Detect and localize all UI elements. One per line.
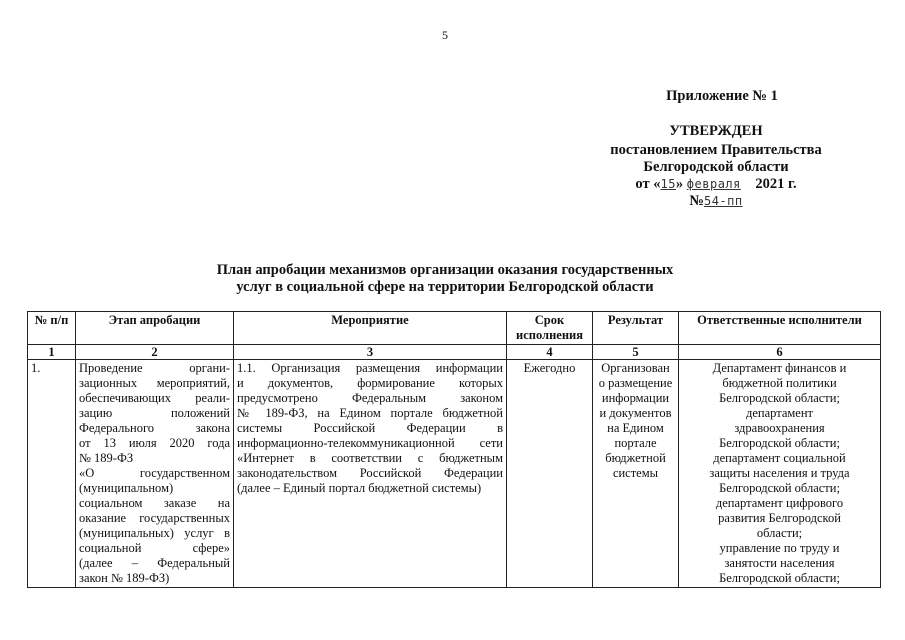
executor-line: департамент цифрового (715, 496, 844, 510)
stage-line: зационных мероприятий, (79, 376, 230, 390)
stage-line: от 13 июля 2020 года (79, 436, 230, 450)
stage-line: «О государственном (79, 466, 230, 480)
stage-line: № 189-ФЗ (79, 451, 134, 465)
date-month: февраля (686, 177, 741, 191)
header-num: № п/п (28, 312, 76, 345)
stage-line: обеспечивающих реали- (79, 391, 230, 405)
executor-line: занятости населения (724, 556, 835, 570)
result-line: Организован (601, 361, 670, 375)
result-line: портале (614, 436, 657, 450)
row-result (593, 360, 679, 588)
header-executors: Ответственные исполнители (679, 312, 881, 345)
event-line: предусмотрено Федеральным законом (237, 391, 503, 405)
executor-line: здравоохранения (734, 421, 825, 435)
table-header-row (28, 312, 881, 345)
column-number-row (28, 345, 881, 360)
column-number: 1 (28, 345, 76, 360)
plan-title-line1: План апробации механизмов организации оказания государственных (216, 262, 674, 278)
header-stage: Этап апробации (76, 312, 234, 345)
approved-heading: УТВЕРЖДЕН (669, 123, 763, 139)
column-number: 6 (679, 345, 881, 360)
stage-line: Проведение органи- (79, 361, 230, 375)
executor-line: развития Белгородской (718, 511, 841, 525)
stage-line: Федерального закона (79, 421, 230, 435)
approval-date (596, 176, 836, 193)
plan-title-line2: услуг в социальной сфере на территории Белгородской области (236, 279, 654, 295)
header-term: Срок исполнения (507, 312, 593, 345)
executor-line: Белгородской области; (719, 571, 840, 585)
stage-line: зацию положений (79, 406, 230, 420)
executor-line: управление по труду и (719, 541, 840, 555)
approved-by-line1: постановлением Правительства (610, 142, 822, 158)
executor-line: Белгородской области; (719, 481, 840, 495)
stage-line: оказание государственных (79, 511, 230, 525)
number-prefix: № (689, 193, 704, 209)
executor-line: Белгородской области; (719, 436, 840, 450)
stage-line: социальной сфере» (79, 541, 230, 555)
row-stage (76, 360, 234, 588)
executor-line: бюджетной политики (722, 376, 837, 390)
event-line: (далее – Единый портал бюджетной системы) (237, 481, 482, 495)
appendix-label: Приложение № 1 (666, 88, 778, 104)
date-prefix: от « (635, 176, 661, 192)
column-number: 2 (76, 345, 234, 360)
event-line: законодательством Российской Федерации (237, 466, 503, 480)
date-year: 2021 г. (755, 176, 797, 192)
date-day: 15 (660, 177, 676, 191)
row-executors (679, 360, 881, 588)
event-line: информационно-телекоммуникационной сети (237, 436, 503, 450)
date-mid: » (675, 176, 684, 192)
executor-line: департамент (745, 406, 813, 420)
table-row (28, 360, 881, 588)
executor-line: области; (756, 526, 803, 540)
stage-line: закон № 189-ФЗ) (79, 571, 170, 585)
result-line: системы (612, 466, 659, 480)
row-num: 1. (28, 360, 76, 588)
result-line: на Едином (607, 421, 664, 435)
approved-by-line2: Белгородской области (643, 159, 789, 175)
row-term: Ежегодно (507, 360, 593, 588)
executor-line: Департамент финансов и (712, 361, 847, 375)
event-line: 1.1. Организация размещения информации (237, 361, 503, 375)
executor-line: защиты населения и труда (709, 466, 850, 480)
result-line: бюджетной (605, 451, 666, 465)
header-event: Мероприятие (234, 312, 507, 345)
event-line: № 189-ФЗ, на Едином портале бюджетной (237, 406, 503, 420)
event-line: и документов, формирование которых (237, 376, 503, 390)
row-event (234, 360, 507, 588)
column-number: 5 (593, 345, 679, 360)
column-number: 4 (507, 345, 593, 360)
resolution-number: 54-пп (703, 194, 743, 208)
executor-line: департамент социальной (713, 451, 846, 465)
stage-line: социальном заказе на (79, 496, 230, 510)
stage-line: (муниципальных) услуг в (79, 526, 230, 540)
approval-number (596, 193, 836, 210)
result-line: о размещение (598, 376, 673, 390)
header-result: Результат (593, 312, 679, 345)
stage-line: (муниципальном) (79, 481, 174, 495)
result-line: и документов (599, 406, 672, 420)
executor-line: Белгородской области; (719, 391, 840, 405)
event-line: «Интернет в соответствии с бюджетным (237, 451, 503, 465)
page-number: 5 (442, 28, 448, 42)
event-line: системы Российской Федерации в (237, 421, 503, 435)
result-line: информации (601, 391, 670, 405)
plan-table (27, 311, 881, 588)
stage-line: (далее – Федеральный (79, 556, 230, 570)
approval-block (596, 123, 836, 210)
plan-title (140, 262, 750, 296)
column-number: 3 (234, 345, 507, 360)
